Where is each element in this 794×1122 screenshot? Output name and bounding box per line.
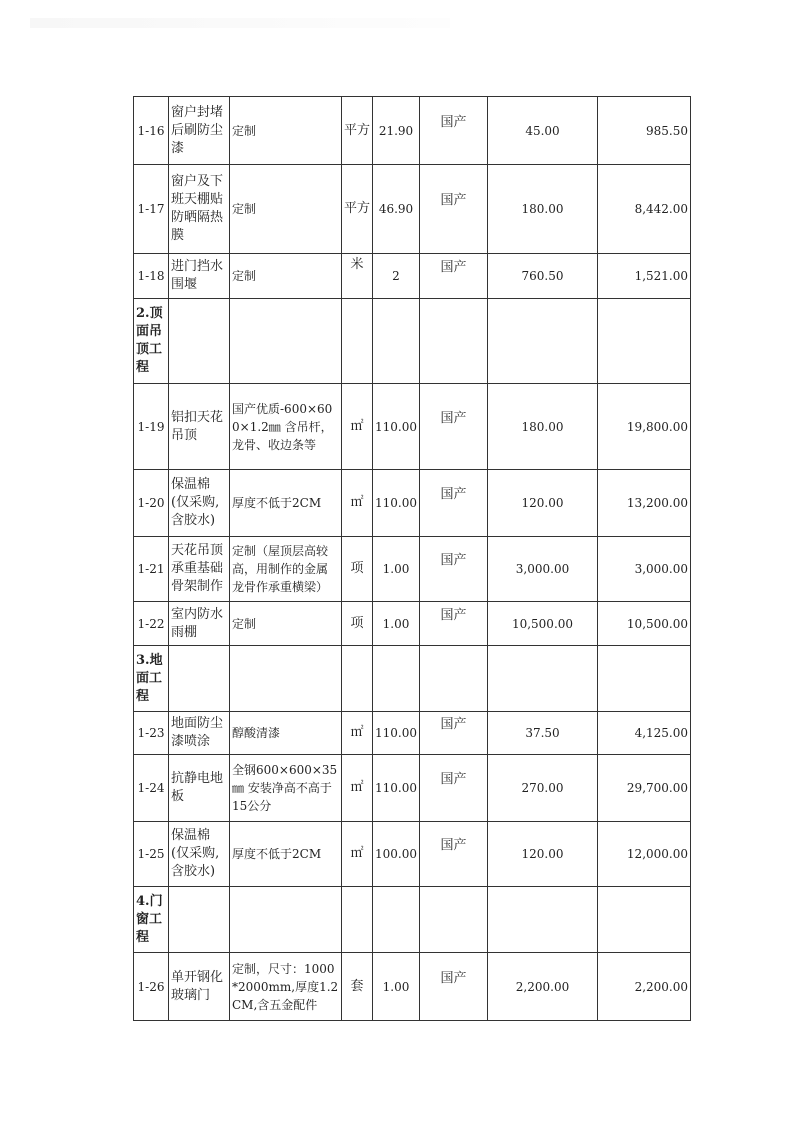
item-unit: 套 <box>342 953 373 1021</box>
item-unit-price: 180.00 <box>488 384 598 470</box>
item-total: 13,200.00 <box>598 470 691 537</box>
item-spec: 全钢600×600×35㎜ 安装净高不高于15公分 <box>230 755 342 822</box>
item-unit-price: 10,500.00 <box>488 602 598 646</box>
item-origin <box>420 254 488 299</box>
item-quantity: 46.90 <box>373 165 420 254</box>
item-total: 29,700.00 <box>598 755 691 822</box>
item-number: 1-23 <box>134 712 169 755</box>
item-unit-price: 3,000.00 <box>488 537 598 602</box>
item-origin <box>420 712 488 755</box>
empty-cell <box>598 646 691 712</box>
empty-cell <box>420 646 488 712</box>
item-unit: 米 <box>342 254 373 299</box>
item-name: 天花吊顶承重基础骨架制作 <box>169 537 230 602</box>
item-number: 1-18 <box>134 254 169 299</box>
empty-cell <box>169 887 230 953</box>
item-unit: 平方 <box>342 97 373 165</box>
item-origin-text: 国产 <box>440 487 467 502</box>
item-number: 1-19 <box>134 384 169 470</box>
item-total: 1,521.00 <box>598 254 691 299</box>
table-row <box>134 755 691 822</box>
section-title: 2.顶面吊顶工程 <box>134 299 169 384</box>
item-unit-price: 37.50 <box>488 712 598 755</box>
empty-cell <box>488 646 598 712</box>
table-row <box>134 537 691 602</box>
item-number: 1-21 <box>134 537 169 602</box>
item-total: 10,500.00 <box>598 602 691 646</box>
item-origin-text: 国产 <box>440 838 467 853</box>
item-unit-price: 270.00 <box>488 755 598 822</box>
table-row <box>134 602 691 646</box>
item-quantity: 110.00 <box>373 755 420 822</box>
table-row <box>134 712 691 755</box>
item-unit: ㎡ <box>342 470 373 537</box>
section-row <box>134 887 691 953</box>
item-total: 8,442.00 <box>598 165 691 254</box>
item-spec: 定制，尺寸：1000*2000mm,厚度1.2CM,含五金配件 <box>230 953 342 1021</box>
empty-cell <box>373 646 420 712</box>
item-name: 铝扣天花吊顶 <box>169 384 230 470</box>
empty-cell <box>230 299 342 384</box>
item-number: 1-16 <box>134 97 169 165</box>
item-quantity: 1.00 <box>373 953 420 1021</box>
table-row <box>134 953 691 1021</box>
empty-cell <box>598 887 691 953</box>
item-quantity: 1.00 <box>373 602 420 646</box>
item-spec: 厚度不低于2CM <box>230 822 342 887</box>
item-unit: ㎡ <box>342 822 373 887</box>
empty-cell <box>420 299 488 384</box>
item-name: 进门挡水围堰 <box>169 254 230 299</box>
table-row <box>134 384 691 470</box>
item-name: 地面防尘漆喷涂 <box>169 712 230 755</box>
item-origin-text: 国产 <box>440 193 467 208</box>
item-name: 单开钢化玻璃门 <box>169 953 230 1021</box>
item-name: 室内防水雨棚 <box>169 602 230 646</box>
quotation-table <box>133 96 691 1021</box>
item-quantity: 110.00 <box>373 712 420 755</box>
item-spec: 厚度不低于2CM <box>230 470 342 537</box>
item-origin-text: 国产 <box>440 607 467 623</box>
item-origin-text: 国产 <box>440 970 467 986</box>
empty-cell <box>342 887 373 953</box>
item-origin <box>420 537 488 602</box>
item-total: 12,000.00 <box>598 822 691 887</box>
table-row <box>134 97 691 165</box>
item-number: 1-24 <box>134 755 169 822</box>
empty-cell <box>598 299 691 384</box>
section-row <box>134 299 691 384</box>
section-title: 4.门窗工程 <box>134 887 169 953</box>
item-total: 985.50 <box>598 97 691 165</box>
item-quantity: 21.90 <box>373 97 420 165</box>
empty-cell <box>230 646 342 712</box>
item-unit: ㎡ <box>342 755 373 822</box>
item-unit-price: 45.00 <box>488 97 598 165</box>
empty-cell <box>488 299 598 384</box>
item-unit-price: 120.00 <box>488 470 598 537</box>
item-unit-price: 2,200.00 <box>488 953 598 1021</box>
item-unit: 项 <box>342 537 373 602</box>
item-origin-text: 国产 <box>440 772 467 787</box>
empty-cell <box>169 299 230 384</box>
item-number: 1-17 <box>134 165 169 254</box>
item-number: 1-25 <box>134 822 169 887</box>
empty-cell <box>342 646 373 712</box>
empty-cell <box>230 887 342 953</box>
empty-cell <box>373 299 420 384</box>
empty-cell <box>488 887 598 953</box>
item-unit-price: 180.00 <box>488 165 598 254</box>
item-quantity: 100.00 <box>373 822 420 887</box>
section-row <box>134 646 691 712</box>
item-number: 1-20 <box>134 470 169 537</box>
item-unit: ㎡ <box>342 384 373 470</box>
item-name: 保温棉(仅采购,含胶水) <box>169 822 230 887</box>
item-spec: 定制 <box>230 165 342 254</box>
item-number: 1-26 <box>134 953 169 1021</box>
item-unit: 平方 <box>342 165 373 254</box>
item-origin <box>420 822 488 887</box>
item-origin <box>420 384 488 470</box>
item-spec: 国产优质-600×600×1.2㎜ 含吊杆，龙骨、收边条等 <box>230 384 342 470</box>
empty-cell <box>342 299 373 384</box>
item-origin-text: 国产 <box>440 114 467 130</box>
item-spec: 定制 <box>230 254 342 299</box>
item-spec: 醇酸清漆 <box>230 712 342 755</box>
item-spec: 定制 <box>230 97 342 165</box>
item-spec: 定制（屋顶层高较高，用制作的金属龙骨作承重横梁） <box>230 537 342 602</box>
item-name: 窗户及下班天棚贴防晒隔热膜 <box>169 165 230 254</box>
item-origin <box>420 165 488 254</box>
item-origin-text: 国产 <box>440 553 467 568</box>
item-unit-price: 760.50 <box>488 254 598 299</box>
item-quantity: 110.00 <box>373 470 420 537</box>
item-unit: ㎡ <box>342 712 373 755</box>
item-total: 3,000.00 <box>598 537 691 602</box>
item-unit: 项 <box>342 602 373 646</box>
item-origin-text: 国产 <box>440 717 467 732</box>
item-origin <box>420 602 488 646</box>
item-origin <box>420 953 488 1021</box>
item-origin <box>420 470 488 537</box>
item-quantity: 2 <box>373 254 420 299</box>
item-origin <box>420 755 488 822</box>
item-origin-text: 国产 <box>440 410 467 426</box>
empty-cell <box>420 887 488 953</box>
item-origin-text: 国产 <box>440 260 467 275</box>
item-unit-price: 120.00 <box>488 822 598 887</box>
item-name: 窗户封堵后刷防尘漆 <box>169 97 230 165</box>
item-quantity: 110.00 <box>373 384 420 470</box>
table-row <box>134 254 691 299</box>
item-number: 1-22 <box>134 602 169 646</box>
item-total: 4,125.00 <box>598 712 691 755</box>
item-total: 2,200.00 <box>598 953 691 1021</box>
item-name: 抗静电地板 <box>169 755 230 822</box>
table-row <box>134 165 691 254</box>
scan-artifact <box>30 18 450 28</box>
item-spec: 定制 <box>230 602 342 646</box>
item-origin <box>420 97 488 165</box>
item-total: 19,800.00 <box>598 384 691 470</box>
item-name: 保温棉(仅采购,含胶水) <box>169 470 230 537</box>
section-title: 3.地面工程 <box>134 646 169 712</box>
table-row <box>134 822 691 887</box>
table-row <box>134 470 691 537</box>
empty-cell <box>169 646 230 712</box>
item-quantity: 1.00 <box>373 537 420 602</box>
empty-cell <box>373 887 420 953</box>
